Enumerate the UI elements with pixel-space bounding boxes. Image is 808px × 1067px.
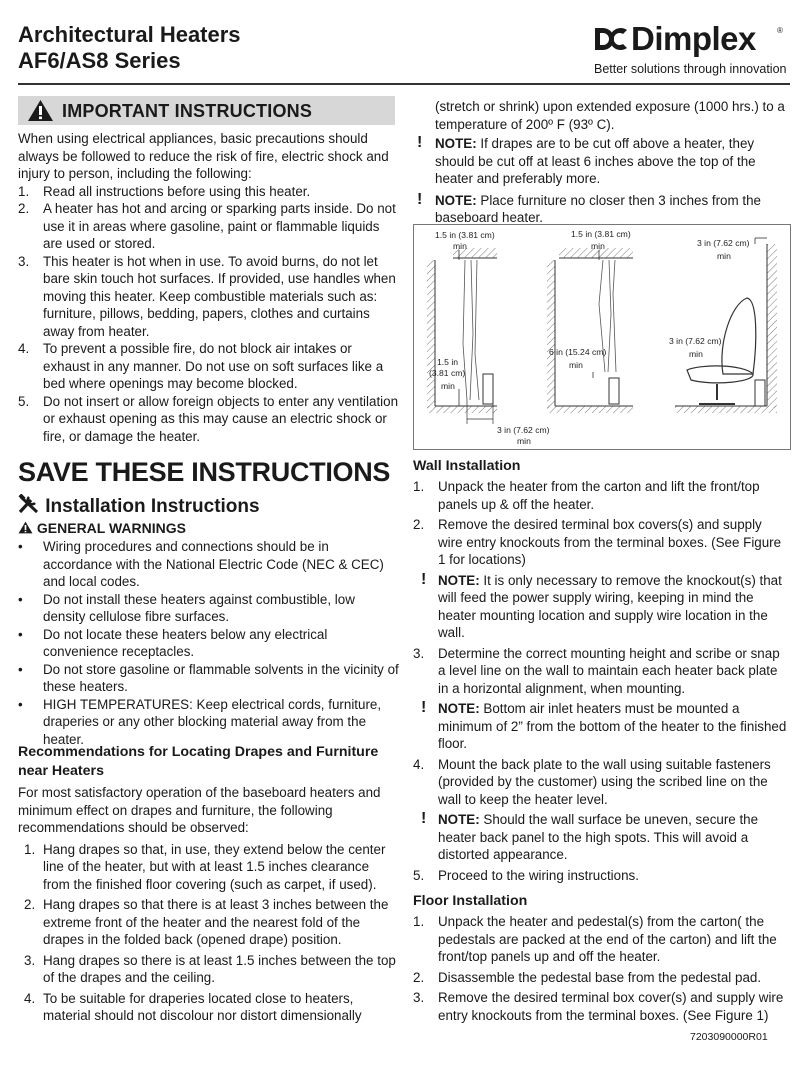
note: ! NOTE: Bottom air inlet heaters must be mounted a minimum of 2” from the bottom of the heater to the finished floor. [421, 699, 787, 751]
wall-installation-steps [413, 756, 790, 809]
list-item: 5. Proceed to the wiring instructions. [413, 867, 639, 883]
list-item: • Do not locate these heaters below any electrical convenience receptacles. [18, 626, 328, 659]
note: ! NOTE: It is only necessary to remove the knockout(s) that will feed the power supply wiring, keeping in mind the heater mounting location and supply wire location in the wall. [421, 570, 782, 640]
save-instructions-heading: SAVE THESE INSTRUCTIONS [18, 457, 391, 487]
warning-triangle-icon [18, 521, 33, 534]
list-item: 3. This heater is hot when in use. To avoid burns, do not let bare skin touch hot surfaces. If provided, use handles when moving this heater. Keep combustible materials such as: furniture, pillows, bedding, papers, clothes and curtains away from heater. [18, 253, 396, 339]
general-warnings-heading: GENERAL WARNINGS [36, 520, 186, 536]
header-divider [18, 83, 790, 85]
exclamation-icon: ! [421, 699, 427, 716]
important-section [18, 130, 399, 445]
general-warnings-heading-row [18, 520, 186, 536]
dimplex-mark-icon [593, 24, 629, 54]
wall-installation-section [413, 457, 790, 1024]
wall-installation-heading: Wall Installation [413, 458, 521, 474]
registered-mark: ® [777, 26, 783, 35]
list-item: 2. A heater has hot and arcing or sparking parts inside. Do not use it in areas where gasoline, paint or flammable liquids are used or stored. [18, 201, 396, 251]
wall-installation-steps [413, 478, 790, 569]
list-item: 4. Mount the back plate to the wall using suitable fasteners (provided by the customer) using the scribed line on the wall to keep the heater level. [413, 756, 771, 807]
recommendations-section [18, 743, 399, 1025]
list-item: • HIGH TEMPERATURES: Keep electrical cords, furniture, draperies or any other blocking material away from the heater. [18, 696, 382, 747]
list-item: • Do not store gasoline or flammable solvents in the vicinity of these heaters. [18, 661, 399, 694]
dimension-label: 1.5 in (3.81 cm) [571, 229, 631, 239]
note: ! NOTE: Place furniture no closer then 3 inches from the baseboard heater. [417, 190, 761, 225]
list-item: 3. Remove the desired terminal box cover(s) and supply wire entry knockouts from the terminal boxes. (See Figure 1) [413, 990, 784, 1023]
document-number: 7203090000R01 [690, 1031, 768, 1043]
exclamation-icon: ! [421, 570, 427, 588]
important-list [18, 183, 399, 446]
list-item: 1. Read all instructions before using this heater. [18, 183, 311, 199]
title-line-2: AF6/AS8 Series [18, 48, 181, 73]
exclamation-icon: ! [417, 134, 423, 151]
document-title [18, 22, 241, 74]
list-item: • Do not install these heaters against combustible, low density cellulose fibre surfaces. [18, 591, 355, 624]
note: ! NOTE: If drapes are to be cut off above a heater, they should be cut off at least 6 inches above the top of the heater and preferably more. [417, 134, 756, 186]
warning-triangle-icon [27, 99, 54, 122]
recommendations-list [18, 841, 399, 1025]
list-item: 2. Remove the desired terminal box covers(s) and supply wire entry knockouts from the terminal boxes. (See Figure 1 for locations) [413, 517, 782, 567]
title-line-1: Architectural Heaters [18, 22, 241, 47]
wall-installation-steps [413, 645, 790, 698]
dimension-label: min [689, 349, 703, 359]
note: ! NOTE: Should the wall surface be uneven, secure the heater back panel to the high spots. This will avoid a distorted appearance. [421, 810, 759, 862]
dimension-label: min [569, 360, 583, 370]
dimension-label: min [591, 241, 605, 251]
list-item: 1. Unpack the heater from the carton and lift the front/top panels up & off the heater. [413, 479, 760, 512]
wall-installation-steps [413, 867, 790, 885]
brand-tagline: Better solutions through innovation [594, 62, 787, 76]
tools-icon [18, 494, 40, 514]
list-item: 3. Hang drapes so there is at least 1.5 inches between the top of the drapes and the ceiling. [24, 952, 396, 985]
clearance-figure [413, 224, 791, 450]
dimension-label: min [717, 251, 731, 261]
recommendations-heading: Recommendations for Locating Drapes and Furniture near Heaters [18, 744, 379, 779]
important-intro: When using electrical appliances, basic precautions should always be followed to reduce the risk of fire, electric shock and injury to person, including the following: [18, 131, 389, 181]
recommendations-continuation [413, 98, 790, 227]
dimension-label: min [517, 436, 531, 446]
brand-name: Dimplex [631, 20, 756, 57]
list-item: 4. To prevent a possible fire, do not block air intakes or exhaust in any manner. Do not use on soft surfaces like a bed where openings may become blocked. [18, 341, 384, 391]
clearance-diagram [413, 224, 791, 450]
dimension-label: 1.5 in [437, 357, 459, 367]
dimension-label: 3 in (7.62 cm) [669, 336, 722, 346]
dimension-label: 3 in (7.62 cm) [497, 425, 550, 435]
list-item: 2. Disassemble the pedestal base from the pedestal pad. [413, 969, 762, 985]
floor-installation-steps [413, 913, 790, 1024]
list-item: 5. Do not insert or allow foreign objects to enter any ventilation or exhaust opening as this may cause an electric shock or fire, or damage the heater. [18, 393, 399, 444]
list-item: • Wiring procedures and connections should be in accordance with the National Electric Code (NEC & CEC) and local codes. [18, 539, 384, 589]
list-item: 3. Determine the correct mounting height and scribe or snap a level line on the wall to maintain each heater back plate in a horizontal alignment, when mounting. [413, 645, 780, 696]
installation-heading-row [18, 494, 260, 518]
exclamation-icon: ! [421, 810, 427, 827]
dimplex-logo [593, 22, 788, 62]
floor-installation-heading: Floor Installation [413, 893, 528, 909]
list-item: 4. To be suitable for draperies located close to heaters, material should not discolour nor distort dimensionally [24, 990, 362, 1023]
dimension-label: 3 in (7.62 cm) [697, 238, 750, 248]
dimension-label: 1.5 in (3.81 cm) [435, 230, 495, 240]
list-item: 1. Hang drapes so that, in use, they extend below the center line of the heater, but with at least 1.5 inches clearance from the finished floor covering (such as carpet, if used). [24, 841, 386, 892]
general-warnings-list [18, 538, 399, 748]
dimension-label: 6 in (15.24 cm) [549, 347, 607, 357]
dimension-label: (3.81 cm) [429, 368, 466, 378]
installation-heading: Installation Instructions [45, 496, 260, 517]
important-heading: IMPORTANT INSTRUCTIONS [62, 101, 313, 121]
dimension-label: min [453, 241, 467, 251]
recommendations-intro: For most satisfactory operation of the baseboard heaters and minimum effect on drapes and furniture, the following recommendations should be observed: [18, 785, 381, 835]
dimension-label: min [441, 381, 455, 391]
list-item: 2. Hang drapes so that there is at least 3 inches between the extreme front of the heater and the nearest fold of the drapes in the folded back (opened drape) position. [24, 897, 389, 947]
continuation-text: (stretch or shrink) upon extended exposure (1000 hrs.) to a temperature of 200º F (93º C). [435, 99, 785, 132]
important-banner [18, 96, 395, 125]
exclamation-icon: ! [417, 190, 423, 208]
list-item: 1. Unpack the heater and pedestal(s) from the carton( the pedestals are packed at the end of the carton) and lift the front/top panels up and off the heater. [413, 914, 777, 964]
